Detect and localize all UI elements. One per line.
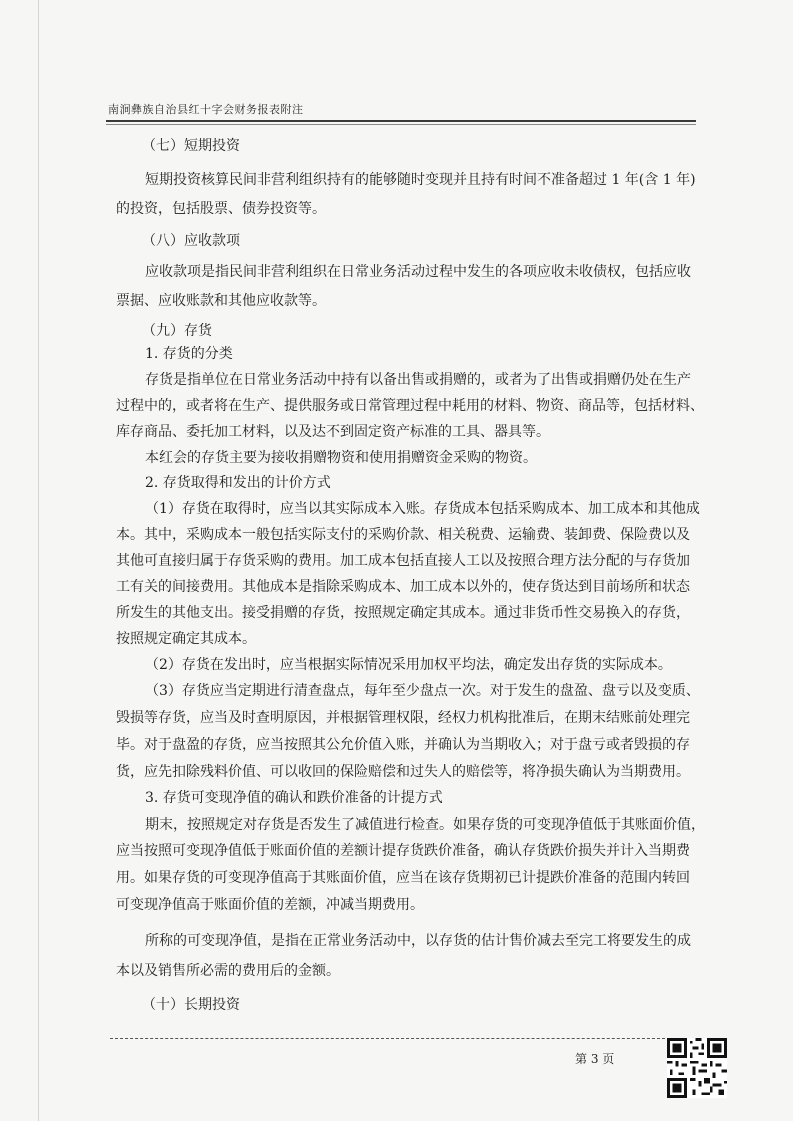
header-rule [106,120,696,122]
section-heading-long-term-investment: （十）长期投资 [142,997,240,1013]
section-heading-short-term-investment: （七）短期投资 [142,138,240,154]
paragraph-line: 存货是指单位在日常业务活动中持有以备出售或捐赠的，或者为了出售或捐赠仍处在生产 [145,372,691,388]
paragraph-line: 毕。对于盘盈的存货，应当按照其公允价值入账，并确认为当期收入；对于盘亏或者毁损的存 [116,737,690,753]
paragraph-line: 工有关的间接费用。其他成本是指除采购成本、加工成本以外的，使存货达到目前场所和状态 [116,579,690,595]
subheading: 2. 存货取得和发出的计价方式 [145,475,331,491]
paragraph-line: 所发生的其他支出。接受捐赠的存货，按照规定确定其成本。通过非货币性交易换入的存货， [116,605,690,621]
paragraph-line: 货，应先扣除残料价值、可以收回的保险赔偿和过失人的赔偿等，将净损失确认为当期费用。 [116,764,690,780]
subheading: 3. 存货可变现净值的确认和跌价准备的计提方式 [145,790,443,806]
paragraph-line: 期末，按照规定对存货是否发生了减值进行检查。如果存货的可变现净值低于其账面价值， [145,817,705,833]
page-header: 南涧彝族自治县红十字会财务报表附注 [108,103,304,116]
qr-code-icon [667,1038,727,1098]
paragraph-line: 本红会的存货主要为接收捐赠物资和使用捐赠资金采购的物资。 [145,450,537,466]
paragraph-line: 本以及销售所必需的费用后的金额。 [116,963,340,979]
section-heading-inventory: （九）存货 [142,323,212,339]
paragraph-line: 的投资，包括股票、债券投资等。 [116,201,326,217]
paragraph-line: 应收款项是指民间非营利组织在日常业务活动过程中发生的各项应收未收债权，包括应收 [145,264,691,280]
paragraph-line: 用。如果存货的可变现净值高于其账面价值，应当在该存货期初已计提跌价准备的范围内转回 [116,870,690,886]
subheading: 1. 存货的分类 [145,346,233,362]
paragraph-line: 所称的可变现净值，是指在正常业务活动中，以存货的估计售价减去至完工将要发生的成 [145,933,691,949]
paragraph-line: （1）存货在取得时，应当以其实际成本入账。存货成本包括采购成本、加工成本和其他成 [145,501,700,517]
paragraph-line: 库存商品、委托加工材料，以及达不到固定资产标准的工具、器具等。 [116,424,550,440]
paragraph-line: （2）存货在发出时，应当根据实际情况采用加权平均法，确定发出存货的实际成本。 [145,657,672,673]
paragraph-line: 可变现净值高于账面价值的差额，冲减当期费用。 [116,897,424,913]
footer-rule [110,1038,670,1039]
paragraph-line: 毁损等存货，应当及时查明原因，并根据管理权限，经权力机构批准后，在期末结账前处理完 [116,710,690,726]
header-rule-thin [106,124,696,125]
paragraph-line: 其他可直接归属于存货采购的费用。加工成本包括直接人工以及按照合理方法分配的与存货加 [116,553,690,569]
page-edge [38,0,39,1121]
paragraph-line: 短期投资核算民间非营利组织持有的能够随时变现并且持有时间不准备超过 1 年(含 1 年) [145,172,696,188]
paragraph-line: 过程中的，或者将在生产、提供服务或日常管理过程中耗用的材料、物资、商品等，包括材料、 [116,398,704,414]
paragraph-line: 票据、应收账款和其他应收款等。 [116,293,326,309]
page-number: 第 3 页 [575,1052,615,1066]
paragraph-line: 按照规定确定其成本。 [116,631,256,647]
paragraph-line: 本。其中，采购成本一般包括实际支付的采购价款、相关税费、运输费、装卸费、保险费以及 [116,527,690,543]
paragraph-line: （3）存货应当定期进行清查盘点，每年至少盘点一次。对于发生的盘盈、盘亏以及变质、 [145,683,700,699]
section-heading-receivables: （八）应收款项 [142,233,240,249]
paragraph-line: 应当按照可变现净值低于账面价值的差额计提存货跌价准备，确认存货跌价损失并计入当期费 [116,843,690,859]
